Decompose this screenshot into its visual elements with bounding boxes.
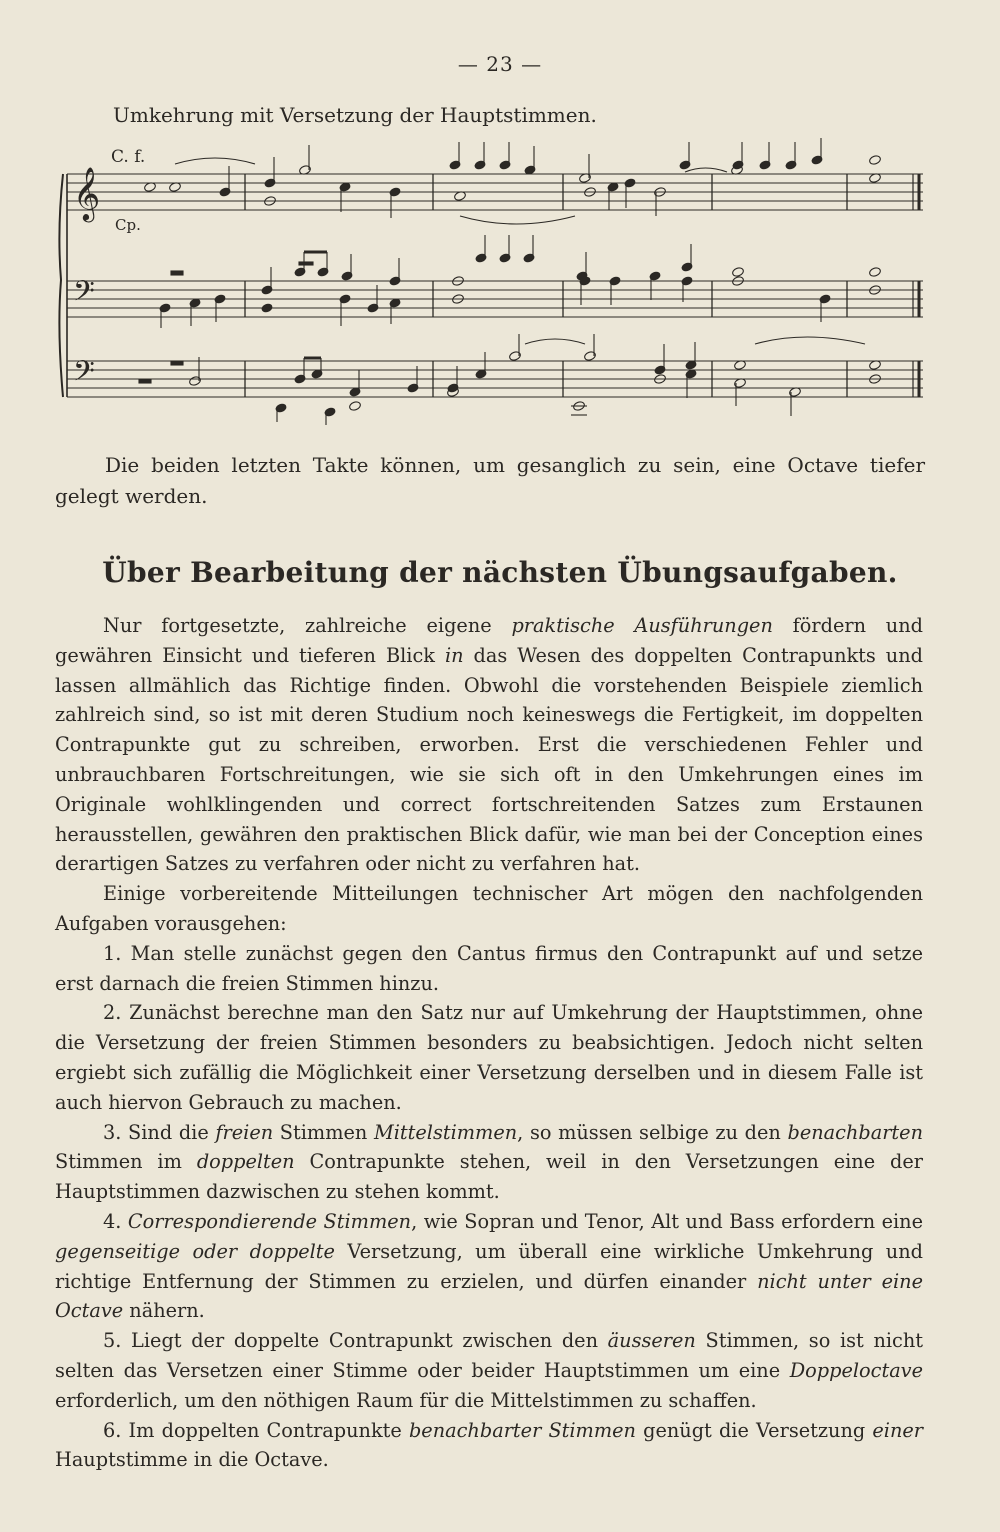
text-run: Nur fortgesetzte, zahlreiche eigene xyxy=(103,614,512,637)
text-run: Stimmen, so ist nicht selten das Versetzen einer Stimme oder beider Hauptstimmen um eine xyxy=(55,1329,923,1382)
text-run: Hauptstimme in die Octave. xyxy=(55,1448,329,1472)
emphasis: benachbarten xyxy=(787,1120,923,1144)
final-barline xyxy=(913,174,919,397)
text-run: Versetzung, um überall eine wirkliche Umkehrung und richtige Entfernung der Stimmen zu erzielen, und dürfen einander xyxy=(55,1239,923,1293)
bass-clef-icon: 𝄢 xyxy=(73,275,95,315)
text-run: Contrapunkte stehen, weil in den Versetzungen eine der Hauptstimmen dazwischen zu stehen kommt. xyxy=(55,1150,923,1204)
emphasis: Correspondierende Stimmen xyxy=(127,1209,412,1233)
system-brace xyxy=(59,174,63,397)
list-item-5 xyxy=(55,1326,923,1415)
text-run: fördern und gewähren Einsicht und tieferen Blick xyxy=(55,614,923,667)
note-paragraph xyxy=(55,450,925,512)
emphasis: benachbarter Stimmen xyxy=(408,1418,636,1442)
staff-1 xyxy=(67,174,923,210)
text-run: nähern. xyxy=(123,1299,205,1323)
treble-clef-icon: 𝄞 xyxy=(73,166,101,220)
text-run: Stimmen xyxy=(273,1120,374,1144)
contrapunctus-label: Cp. xyxy=(115,216,141,234)
paragraph-preface xyxy=(55,879,923,939)
text-run: 2. Zunächst berechne man den Satz nur auf Umkehrung der Hauptstimmen, ohne die Versetzung der freien Stimmen besonders zu beabsichtigen. Jedoch nicht selten ergiebt sich zufällig die Möglichkeit einer Versetzung derselben und in diesem Falle ist auch hiervon Gebrauch zu machen. xyxy=(55,1001,923,1114)
cantus-firmus-label: C. f. xyxy=(111,147,146,167)
barlines xyxy=(245,174,847,397)
music-score xyxy=(55,130,935,440)
text-run: 6. Im doppelten Contrapunkte xyxy=(103,1418,409,1442)
emphasis: doppelten xyxy=(196,1150,295,1174)
note-text: Die beiden letzten Takte können, um gesanglich zu sein, eine Octave tiefer gelegt werden. xyxy=(55,453,925,508)
emphasis: in xyxy=(444,643,464,667)
text-run: , wie Sopran und Tenor, Alt und Bass erfordern eine xyxy=(411,1209,923,1233)
emphasis: gegenseitige oder doppelte xyxy=(55,1239,335,1263)
list-item-4 xyxy=(55,1207,923,1326)
text-run: , so müssen selbige zu den xyxy=(517,1120,788,1144)
emphasis: praktische Ausführungen xyxy=(511,614,773,637)
text-run: 1. Man stelle zunächst gegen den Cantus firmus den Contrapunkt auf und setze erst darnach die freien Stimmen hinzu. xyxy=(55,941,923,995)
list-item-2 xyxy=(55,998,923,1117)
emphasis: einer xyxy=(872,1418,923,1442)
list-item-1 xyxy=(55,939,923,999)
emphasis: Mittelstimmen xyxy=(373,1120,518,1144)
emphasis: freien xyxy=(215,1120,274,1144)
bass-clef-icon: 𝄢 xyxy=(73,355,95,395)
text-run: das Wesen des doppelten Contrapunkts und lassen allmählich das Richtige finden. Obwohl die vorstehenden Beispiele ziemlich zahlreich sind, so ist mit deren Studium noch keineswegs die Fertigkeit, im doppelten Contrapunkte gut zu schreiben, erworben. Erst die verschiedenen Fehler und unbrauchbaren Fortschreitungen, wie sie sich oft in den Umkehrungen eines im Originale wohlklingenden und correct fortschreitenden Satzes zum Erstaunen herausstellen, gewähren den praktischen Blick dafür, wie man bei der Conception eines derartigen Satzes zu verfahren oder nicht zu verfahren hat. xyxy=(55,643,923,876)
text-run: 3. Sind die xyxy=(103,1120,216,1144)
text-run: 4. xyxy=(103,1209,128,1233)
section-heading: Über Bearbeitung der nächsten Übungsaufgaben. xyxy=(102,556,898,589)
paragraph-intro xyxy=(55,611,923,879)
text-run: Einige vorbereitende Mitteilungen technischer Art mögen den nachfolgenden Aufgaben vorausgehen: xyxy=(55,882,923,935)
text-run: erforderlich, um den nöthigen Raum für die Mittelstimmen zu schaffen. xyxy=(55,1388,757,1412)
emphasis: nicht unter eine Octave xyxy=(55,1269,923,1323)
body-text xyxy=(55,611,923,1475)
ties xyxy=(175,158,865,344)
example-caption: Umkehrung mit Versetzung der Hauptstimmen. xyxy=(113,103,597,127)
music-score-drawing xyxy=(55,130,935,440)
list-item-3 xyxy=(55,1118,923,1207)
text-run: 5. Liegt der doppelte Contrapunkt zwischen den xyxy=(103,1329,608,1353)
text-run: Stimmen im xyxy=(55,1150,197,1174)
list-item-6 xyxy=(55,1416,923,1476)
page-number: — 23 — xyxy=(457,52,543,76)
staff-1-notes xyxy=(144,138,882,218)
emphasis: Doppeloctave xyxy=(789,1358,923,1382)
staff-3 xyxy=(67,361,923,397)
emphasis: äusseren xyxy=(607,1329,696,1353)
text-run: genügt die Versetzung xyxy=(635,1418,873,1442)
